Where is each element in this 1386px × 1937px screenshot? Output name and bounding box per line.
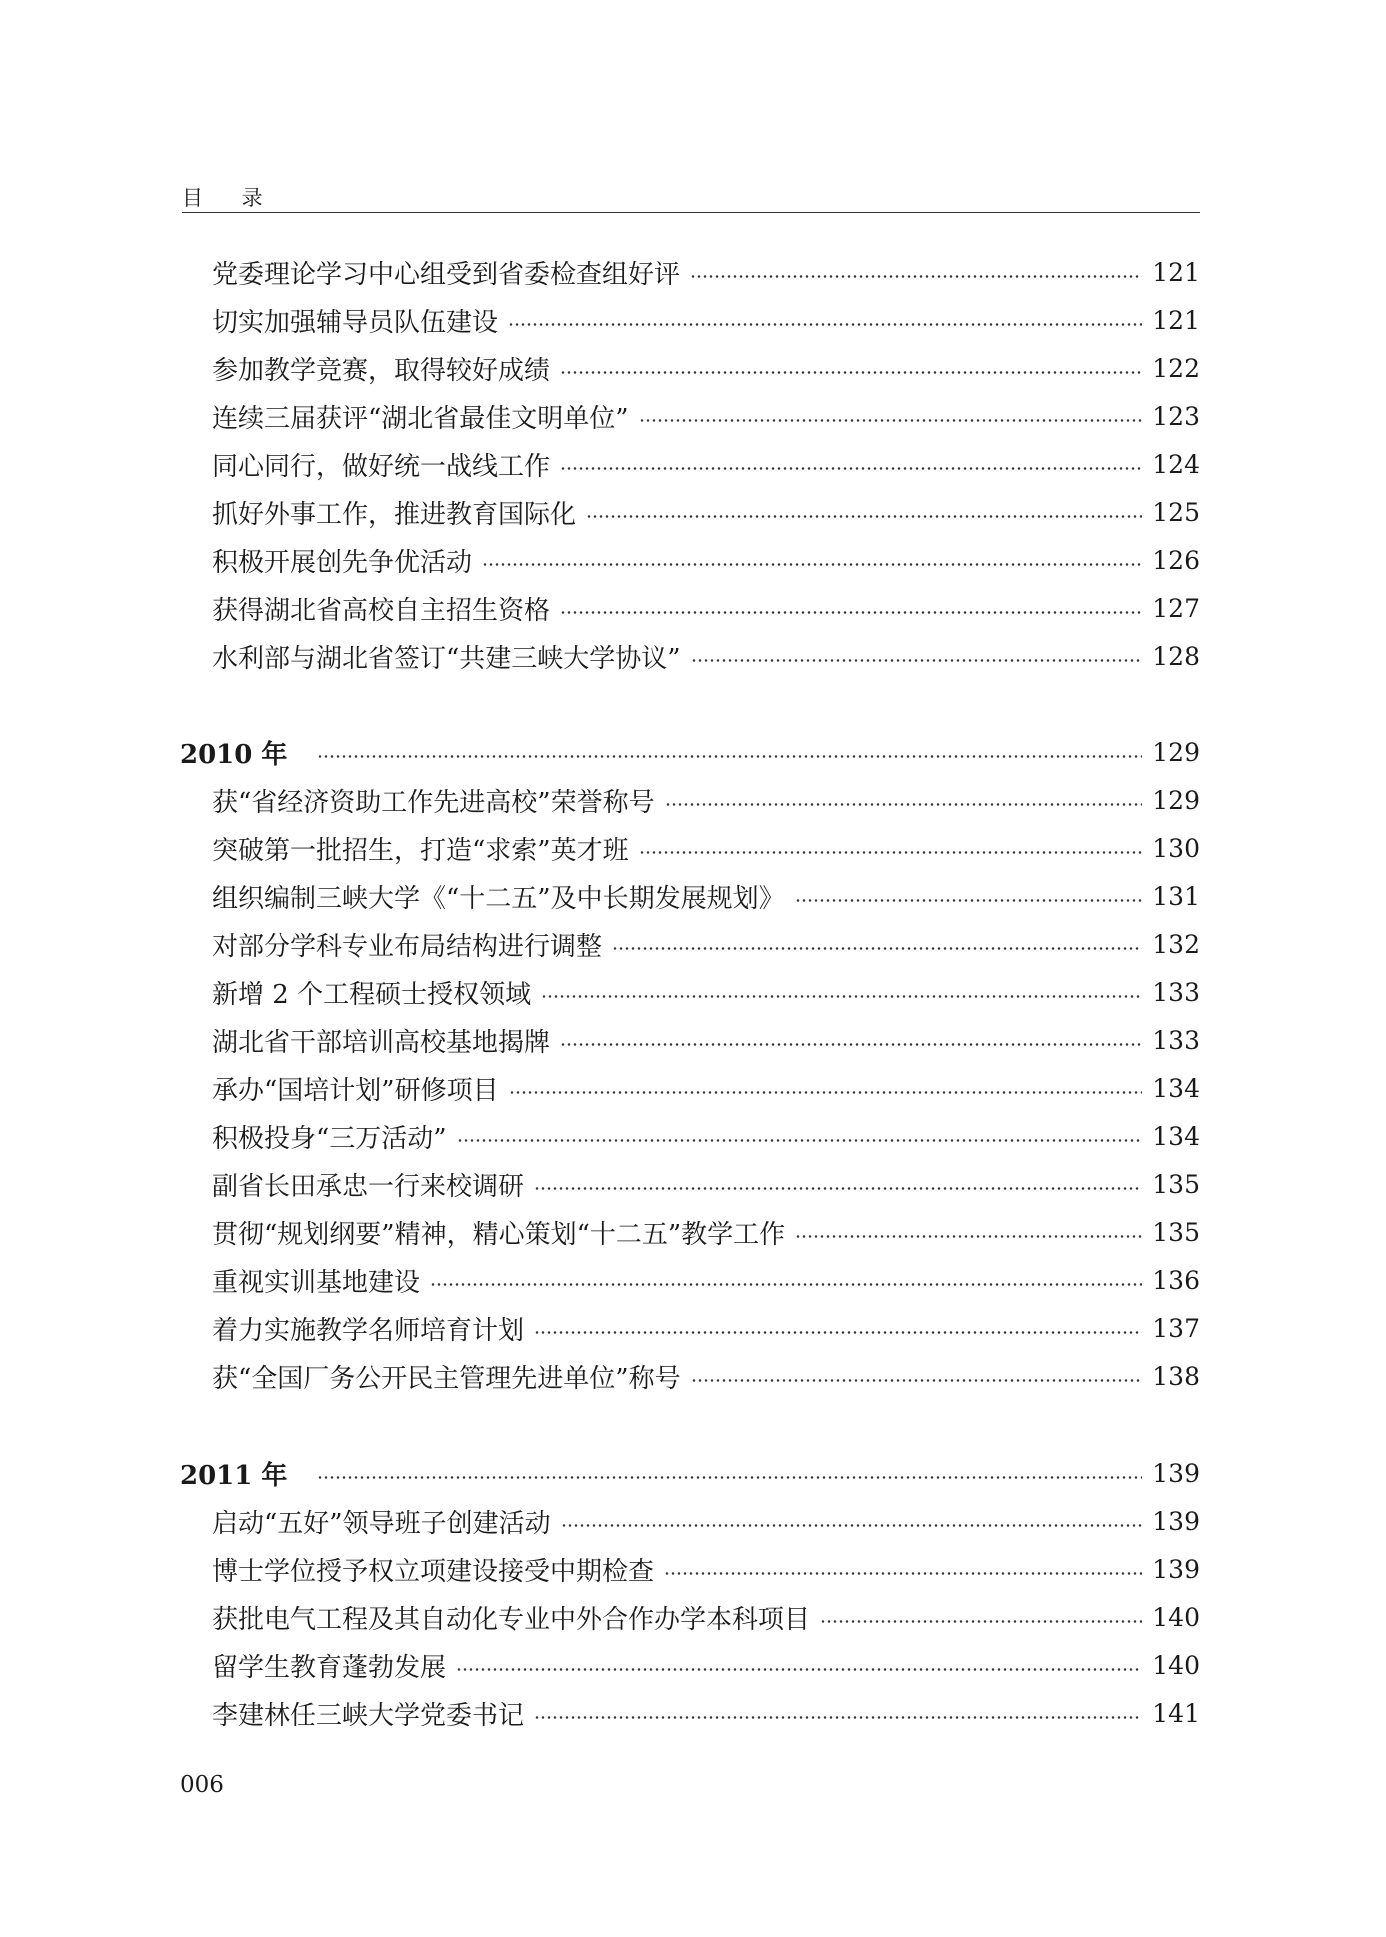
toc-entry[interactable] <box>0 776 1386 824</box>
toc-entry-title: 着力实施教学名师培育计划 <box>212 1315 525 1346</box>
toc-entry-page: 138 <box>1152 1361 1200 1391</box>
toc-entry-page: 126 <box>1152 545 1200 575</box>
dot-leader <box>560 467 1142 470</box>
dot-leader <box>508 323 1142 326</box>
toc-entry-page: 123 <box>1152 401 1200 431</box>
toc-entry[interactable] <box>0 1304 1386 1352</box>
toc-entry-title: 湖北省干部培训高校基地揭牌 <box>212 1027 551 1058</box>
dot-leader <box>639 851 1143 854</box>
toc-entry-page: 133 <box>1152 977 1200 1007</box>
toc-entry-page: 136 <box>1152 1265 1200 1295</box>
dot-leader <box>665 803 1143 806</box>
toc-entry-title: 积极开展创先争优活动 <box>212 547 473 578</box>
year-title: 2011 年 <box>180 1460 288 1491</box>
toc-entry[interactable] <box>0 488 1386 536</box>
toc-entry[interactable] <box>0 1256 1386 1304</box>
toc-entry[interactable] <box>0 344 1386 392</box>
toc-entry-title: 承办“国培计划”研修项目 <box>212 1075 499 1106</box>
dot-leader <box>534 1716 1142 1719</box>
dot-leader <box>561 1524 1143 1527</box>
toc-entry[interactable] <box>0 536 1386 584</box>
toc-entry[interactable] <box>0 1112 1386 1160</box>
toc-entry[interactable] <box>0 1689 1386 1737</box>
toc-entry[interactable] <box>0 1497 1386 1545</box>
toc-entry[interactable] <box>0 632 1386 680</box>
toc-entry-title: 组织编制三峡大学《“十二五”及中长期发展规划》 <box>212 883 785 914</box>
toc-entry-page: 134 <box>1152 1073 1200 1103</box>
dot-leader <box>541 995 1142 998</box>
toc-year-heading[interactable] <box>0 1449 1386 1497</box>
dot-leader <box>820 1620 1142 1623</box>
toc-entry-page: 132 <box>1152 929 1200 959</box>
year-page: 129 <box>1152 737 1200 767</box>
toc-entry-title: 积极投身“三万活动” <box>212 1123 447 1154</box>
toc-entry-title: 参加教学竞赛，取得较好成绩 <box>212 355 551 386</box>
toc-year-heading[interactable] <box>0 728 1386 776</box>
toc-entry[interactable] <box>0 872 1386 920</box>
dot-leader <box>612 947 1142 950</box>
toc-entry-page: 141 <box>1152 1698 1200 1728</box>
header-title: 目 录 <box>182 186 279 210</box>
toc-entry-title: 留学生教育蓬勃发展 <box>212 1652 447 1683</box>
toc-entry-title: 同心同行，做好统一战线工作 <box>212 451 551 482</box>
toc-entry-page: 134 <box>1152 1121 1200 1151</box>
toc-entry-title: 连续三届获评“湖北省最佳文明单位” <box>212 403 629 434</box>
toc-entry-page: 121 <box>1152 257 1200 287</box>
toc-entry-title: 重视实训基地建设 <box>212 1267 421 1298</box>
toc-entry[interactable] <box>0 296 1386 344</box>
toc-entry-title: 获得湖北省高校自主招生资格 <box>212 595 551 626</box>
toc-entry-page: 125 <box>1152 497 1200 527</box>
dot-leader <box>691 1379 1143 1382</box>
toc-entry-page: 130 <box>1152 833 1200 863</box>
toc-entry-title: 水利部与湖北省签订“共建三峡大学协议” <box>212 643 681 674</box>
dot-leader <box>430 1283 1142 1286</box>
toc-entry[interactable] <box>0 1545 1386 1593</box>
toc-entry-page: 135 <box>1152 1169 1200 1199</box>
toc-entry[interactable] <box>0 824 1386 872</box>
dot-leader <box>509 1091 1143 1094</box>
dot-leader <box>317 1476 1142 1479</box>
toc-entry-title: 获批电气工程及其自动化专业中外合作办学本科项目 <box>212 1604 811 1635</box>
dot-leader <box>456 1668 1142 1671</box>
toc-entry-title: 副省长田承忠一行来校调研 <box>212 1171 525 1202</box>
toc-entry-title: 新增 2 个工程硕士授权领域 <box>212 979 532 1010</box>
toc-entry-page: 131 <box>1152 881 1200 911</box>
dot-leader <box>534 1187 1142 1190</box>
toc-entry-title: 启动“五好”领导班子创建活动 <box>212 1508 551 1539</box>
dot-leader <box>664 1572 1142 1575</box>
toc-entry[interactable] <box>0 968 1386 1016</box>
dot-leader <box>639 419 1143 422</box>
dot-leader <box>457 1139 1143 1142</box>
toc-entry-page: 135 <box>1152 1217 1200 1247</box>
toc-entry-title: 突破第一批招生，打造“求索”英才班 <box>212 835 629 866</box>
toc-entry[interactable] <box>0 920 1386 968</box>
toc-entry-page: 127 <box>1152 593 1200 623</box>
dot-leader <box>560 371 1142 374</box>
toc-entry-page: 124 <box>1152 449 1200 479</box>
dot-leader <box>534 1331 1142 1334</box>
toc-entry[interactable] <box>0 1160 1386 1208</box>
toc-entry-title: 获“省经济资助工作先进高校”荣誉称号 <box>212 787 655 818</box>
toc-entry[interactable] <box>0 1016 1386 1064</box>
page-number: 006 <box>180 1772 224 1798</box>
toc-entry-page: 140 <box>1152 1602 1200 1632</box>
dot-leader <box>482 563 1142 566</box>
toc-entry[interactable] <box>0 584 1386 632</box>
dot-leader <box>691 659 1143 662</box>
toc-entry-page: 140 <box>1152 1650 1200 1680</box>
toc-entry-page: 139 <box>1152 1554 1200 1584</box>
toc-entry[interactable] <box>0 392 1386 440</box>
toc-entry-title: 李建林任三峡大学党委书记 <box>212 1700 525 1731</box>
toc-entry[interactable] <box>0 1208 1386 1256</box>
toc-entry[interactable] <box>0 1593 1386 1641</box>
year-title: 2010 年 <box>180 739 288 770</box>
toc-entry-title: 对部分学科专业布局结构进行调整 <box>212 931 603 962</box>
toc-entry-page: 121 <box>1152 305 1200 335</box>
toc-entry[interactable] <box>0 1352 1386 1400</box>
year-page: 139 <box>1152 1458 1200 1488</box>
dot-leader <box>795 1235 1142 1238</box>
toc-entry-page: 122 <box>1152 353 1200 383</box>
toc-entry[interactable] <box>0 248 1386 296</box>
toc-entry-page: 133 <box>1152 1025 1200 1055</box>
dot-leader <box>560 611 1142 614</box>
toc-entry[interactable] <box>0 440 1386 488</box>
toc-entry-title: 党委理论学习中心组受到省委检查组好评 <box>212 259 681 290</box>
toc-entry-title: 抓好外事工作，推进教育国际化 <box>212 499 577 530</box>
dot-leader <box>690 275 1142 278</box>
toc-entry-page: 139 <box>1152 1506 1200 1536</box>
dot-leader <box>317 755 1142 758</box>
toc-entry-title: 贯彻“规划纲要”精神，精心策划“十二五”教学工作 <box>212 1219 786 1250</box>
dot-leader <box>586 515 1142 518</box>
toc-entry-page: 128 <box>1152 641 1200 671</box>
toc-entry-title: 获“全国厂务公开民主管理先进单位”称号 <box>212 1363 681 1394</box>
toc-entry-page: 137 <box>1152 1313 1200 1343</box>
toc-entry-page: 129 <box>1152 785 1200 815</box>
toc-entry-title: 博士学位授予权立项建设接受中期检查 <box>212 1556 655 1587</box>
toc-entry[interactable] <box>0 1064 1386 1112</box>
dot-leader <box>795 899 1143 902</box>
running-header <box>182 176 1200 213</box>
toc-entry[interactable] <box>0 1641 1386 1689</box>
dot-leader <box>560 1043 1142 1046</box>
toc-entry-title: 切实加强辅导员队伍建设 <box>212 307 499 338</box>
